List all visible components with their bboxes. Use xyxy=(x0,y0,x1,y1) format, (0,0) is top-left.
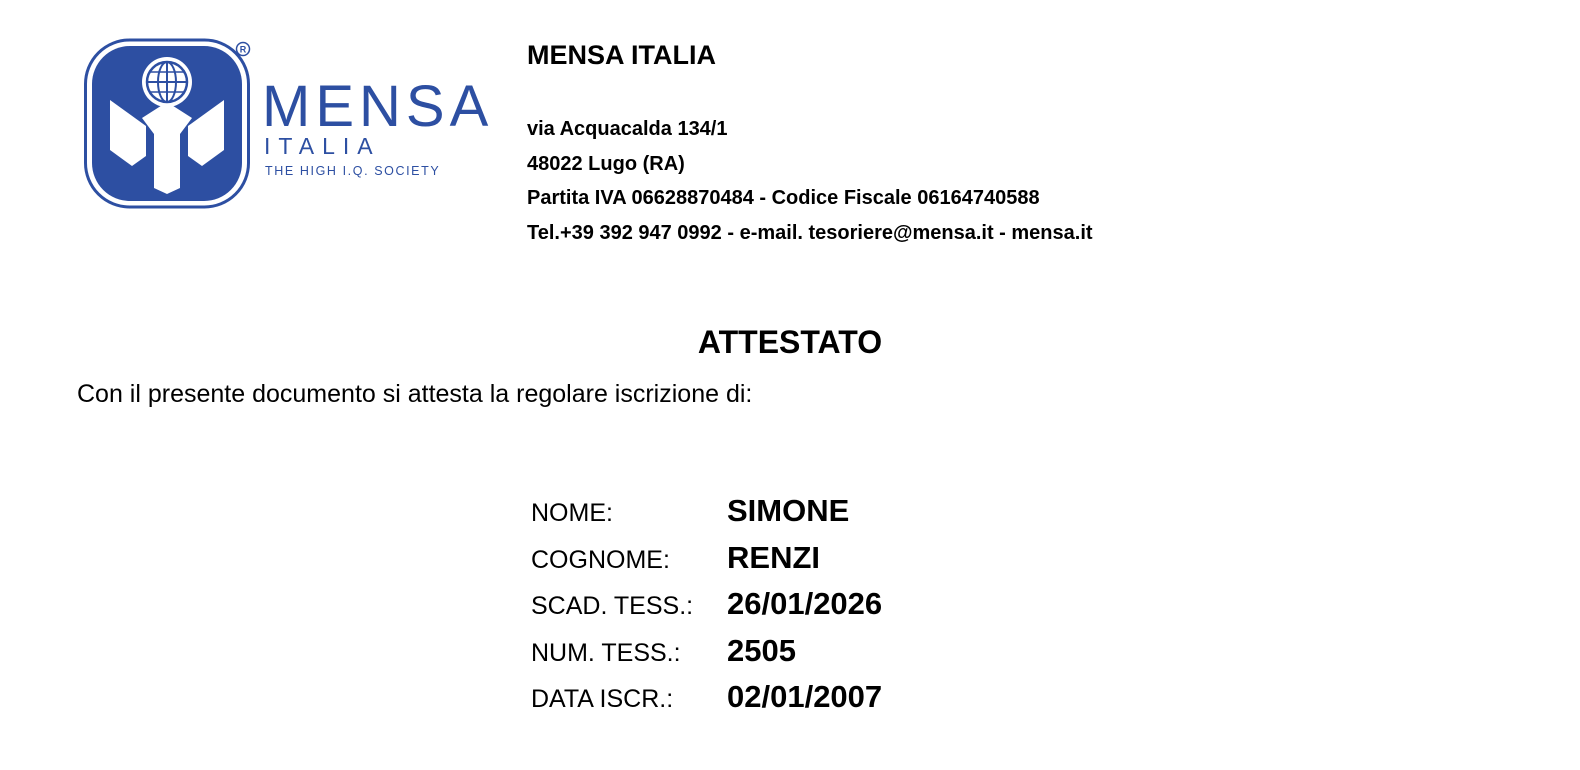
field-value-last-name: RENZI xyxy=(727,539,820,575)
mensa-logo xyxy=(84,38,504,213)
registered-mark-letter: R xyxy=(239,44,247,55)
field-row-card-expiry xyxy=(531,586,882,633)
field-value-registration-date: 02/01/2007 xyxy=(727,679,883,714)
field-row-last-name xyxy=(531,540,882,587)
address-line-city: 48022 Lugo (RA) xyxy=(527,152,685,175)
organization-name: MENSA ITALIA xyxy=(527,40,716,70)
address-line-tax-ids: Partita IVA 06628870484 - Codice Fiscale 06164740588 xyxy=(527,187,1040,209)
field-label: NOME: xyxy=(531,499,613,527)
field-label: COGNOME: xyxy=(531,545,670,574)
field-row-registration-date xyxy=(531,679,882,726)
document-title: ATTESTATO xyxy=(697,324,883,360)
field-value-card-number: 2505 xyxy=(727,632,796,668)
field-label: DATA ISCR.: xyxy=(531,685,674,713)
document-intro: Con il presente documento si attesta la regolare iscrizione di: xyxy=(77,380,753,408)
field-value-card-expiry: 26/01/2026 xyxy=(727,586,883,621)
organization-header xyxy=(527,38,1427,250)
logo-tagline: THE HIGH I.Q. SOCIETY xyxy=(265,164,441,178)
logo-sub: ITALIA xyxy=(264,133,381,159)
field-label: SCAD. TESS.: xyxy=(531,592,694,620)
field-row-first-name xyxy=(531,493,882,540)
address-line-street: via Acquacalda 134/1 xyxy=(527,118,728,140)
field-row-card-number xyxy=(531,633,882,680)
field-label: NUM. TESS.: xyxy=(531,638,681,667)
address-line-contacts: Tel.+39 392 947 0992 - e-mail. tesoriere@mensa.it - mensa.it xyxy=(527,221,1093,244)
mensa-logo-graphic xyxy=(84,38,504,213)
logo-word: MENSA xyxy=(262,74,494,139)
field-value-first-name: SIMONE xyxy=(727,493,850,528)
member-fields xyxy=(531,493,882,726)
